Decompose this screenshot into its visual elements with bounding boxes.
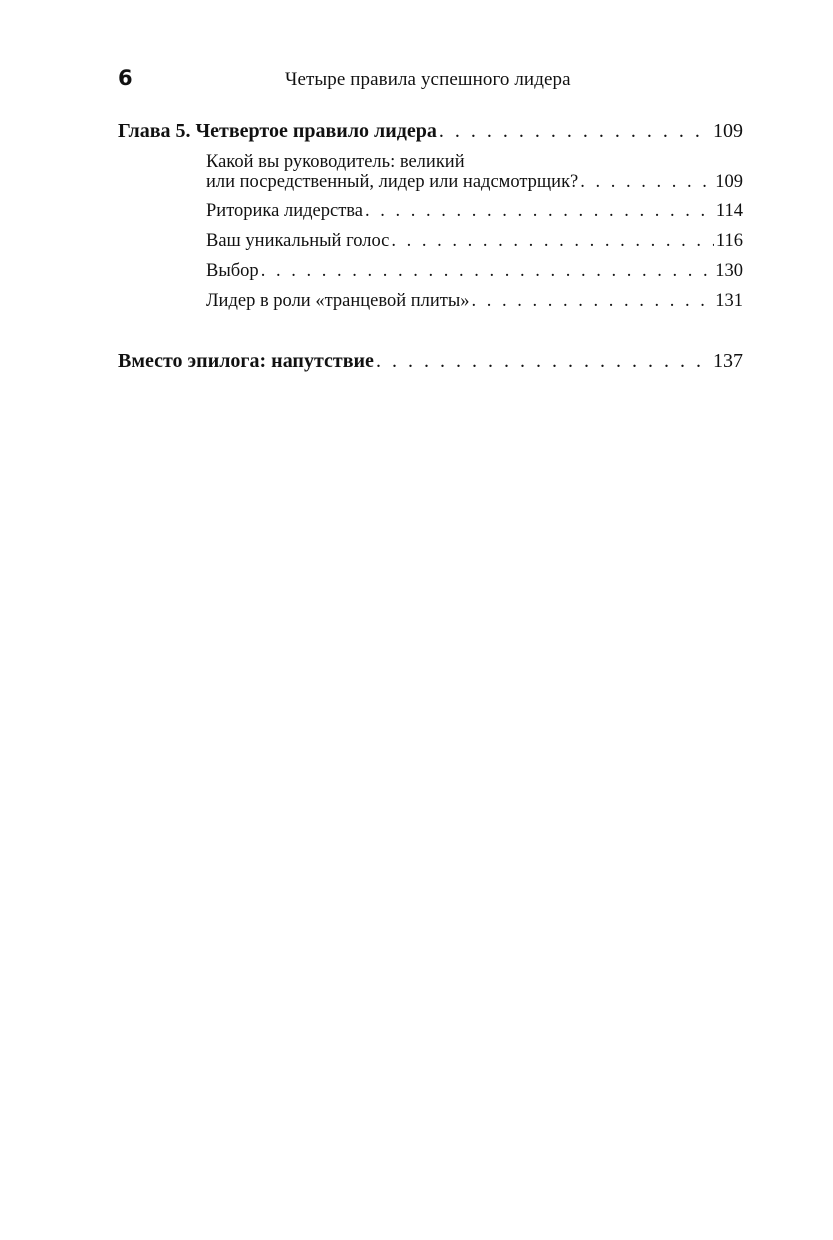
toc-leader-dots [472,286,714,316]
toc-chapter-title: Глава 5. Четвертое правило лидера [118,120,437,142]
toc-epilogue[interactable] [118,346,743,376]
toc-section-title: Выбор [206,261,259,281]
toc-section-title-line1: Какой вы руководитель: великий [206,152,465,172]
toc-leader-dots [391,226,714,256]
toc-section-choice[interactable] [206,256,743,286]
toc-leader-dots [580,172,713,192]
running-header: Четыре правила успешного лидера [285,69,571,90]
toc-section-title-line2: или посредственный, лидер или надсмотрщик? [206,172,579,192]
toc-chapter-title: Вместо эпилога: напутствие [118,350,374,372]
toc-section-rhetoric[interactable] [206,196,743,226]
toc-leader-dots [365,196,714,226]
toc-leader-dots [376,346,711,376]
toc-page-number: 114 [715,201,743,221]
toc-page-number: 109 [715,172,743,192]
toc-leader-dots [261,256,714,286]
toc-page-number: 137 [713,350,743,372]
toc-section-unique-voice[interactable] [206,226,743,256]
toc-section-title: Ваш уникальный голос [206,231,390,251]
page-number: 6 [118,66,133,90]
toc-section-title: Лидер в роли «транцевой плиты» [206,291,470,311]
toc-page-number: 131 [715,291,743,311]
toc-chapter-5[interactable] [118,116,743,146]
toc-section-leader-type[interactable] [206,146,743,196]
table-of-contents [118,116,743,376]
toc-page-number: 130 [715,261,743,281]
toc-page-number: 116 [715,231,743,251]
toc-page-number: 109 [713,120,743,142]
toc-section-transom[interactable] [206,286,743,316]
toc-leader-dots [439,116,711,146]
toc-section-title: Риторика лидерства [206,201,363,221]
